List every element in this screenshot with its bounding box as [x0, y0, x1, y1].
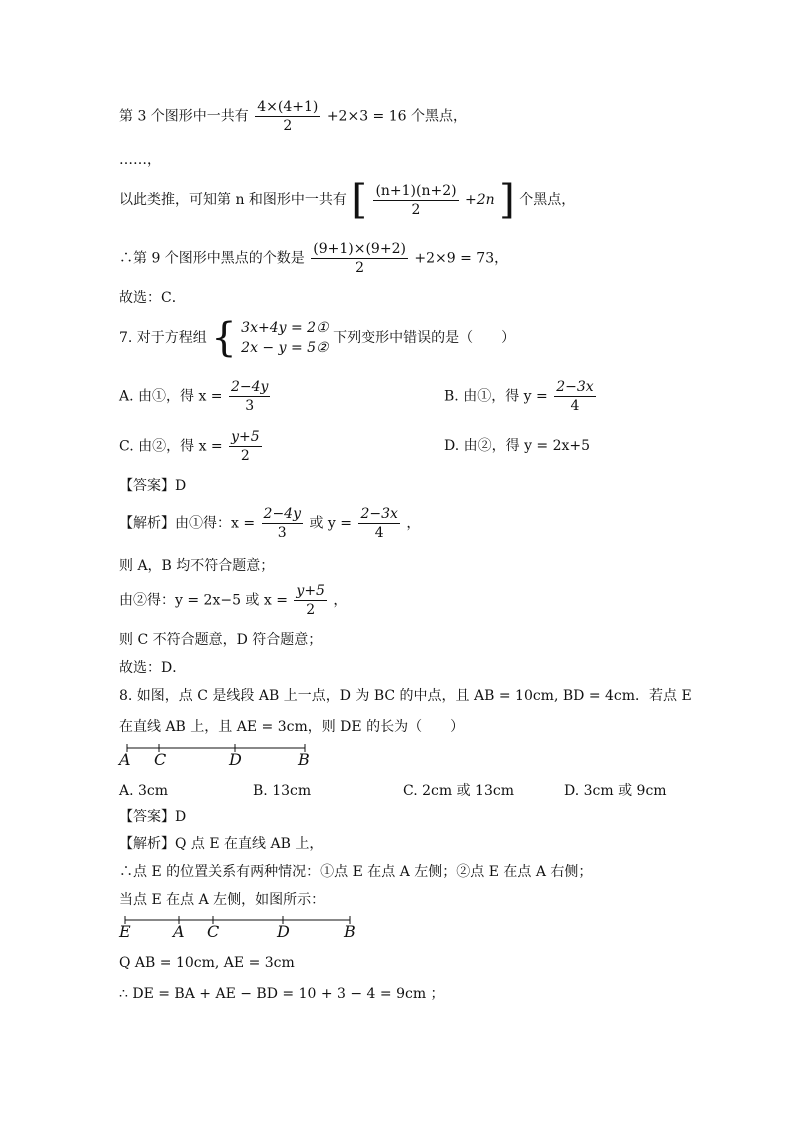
explanation-8-a: 【解析】Q 点 E 在直线 AB 上，	[119, 836, 324, 852]
q7-option-a	[119, 378, 272, 415]
numerator: 2−3x	[360, 506, 398, 522]
segment-figure-2	[119, 914, 359, 926]
text: 个黑点，	[519, 192, 576, 208]
fraction	[255, 98, 320, 135]
label-b: B	[344, 922, 356, 941]
label-c: C	[207, 922, 220, 941]
text: +2n	[465, 192, 495, 208]
explanation-7-a	[119, 505, 420, 542]
explanation-7-d: 则 C 不符合题意，D 符合题意；	[119, 632, 323, 648]
q7-option-d: D. 由②，得 y = 2x+5	[444, 438, 591, 454]
fraction	[262, 505, 303, 542]
fraction	[229, 378, 270, 415]
text: 以此类推，可知第 n 和图形中一共有	[119, 192, 347, 208]
q8-option-d: D. 3cm 或 9cm	[564, 783, 667, 799]
fraction	[294, 582, 327, 619]
q7-option-c	[119, 428, 264, 465]
fraction	[373, 182, 458, 219]
text: 【解析】由①得：x =	[119, 515, 256, 532]
text: 由②得：y = 2x−5 或 x =	[119, 592, 288, 609]
text: +2×3 = 16 个黑点，	[326, 108, 467, 125]
q8-option-b: B. 13cm	[253, 783, 312, 799]
denominator: 2	[283, 118, 293, 134]
fraction	[554, 378, 595, 415]
denominator: 4	[570, 398, 580, 414]
left-bracket: [	[351, 177, 367, 223]
choice-line: 故选：C．	[119, 290, 186, 306]
segment-figure-1	[119, 742, 319, 754]
q8-option-a: A. 3cm	[119, 783, 169, 799]
brace: {	[211, 315, 237, 361]
numerator: y+5	[296, 583, 325, 599]
question-8-b: 在直线 AB 上，且 AE = 3cm，则 DE 的长为（ ）	[119, 719, 465, 735]
q7-option-b	[444, 378, 598, 415]
numerator: 2−3x	[556, 379, 594, 395]
q8-option-c: C. 2cm 或 13cm	[403, 783, 514, 799]
explanation-7-e: 故选：D．	[119, 660, 187, 676]
text: +2×9 = 73，	[414, 250, 509, 267]
answer-7: 【答案】D	[119, 478, 187, 494]
denominator: 2	[306, 602, 316, 618]
explanation-7-c	[119, 582, 347, 619]
text: B. 由①，得 y =	[444, 388, 548, 405]
text: 下列变形中错误的是（ ）	[333, 330, 516, 346]
text: ∴第 9 个图形中黑点的个数是	[119, 250, 305, 267]
numerator: 2−4y	[263, 506, 301, 522]
text: 7. 对于方程组	[119, 330, 207, 346]
label-a: A	[119, 750, 131, 769]
numerator: (9+1)×(9+2)	[313, 241, 406, 257]
explanation-7-b: 则 A，B 均不符合题意；	[119, 558, 275, 574]
explanation-8-c: 当点 E 在点 A 左侧，如图所示：	[119, 892, 326, 908]
label-e: E	[119, 922, 131, 941]
text: 第 3 个图形中一共有	[119, 108, 249, 125]
ellipsis-line: ……，	[119, 152, 161, 168]
numerator: (n+1)(n+2)	[375, 182, 457, 199]
equation-system	[241, 318, 328, 358]
text: ，	[406, 515, 421, 532]
text: C. 由②，得 x =	[119, 438, 223, 455]
right-bracket: ]	[499, 177, 515, 223]
denominator: 2	[355, 260, 365, 276]
solution-line-3	[119, 178, 575, 222]
question-7	[119, 315, 516, 361]
label-d: D	[229, 750, 242, 769]
numerator: 2−4y	[231, 379, 269, 395]
fraction	[229, 428, 262, 465]
equation-2: 2x − y = 5②	[241, 340, 329, 356]
text: ，	[333, 592, 348, 609]
label-d: D	[277, 922, 290, 941]
equation-1: 3x+4y = 2①	[241, 320, 329, 336]
denominator: 3	[277, 525, 287, 541]
explanation-8-e: ∴ DE = BA + AE − BD = 10 + 3 − 4 = 9cm ；	[119, 986, 445, 1002]
explanation-8-d: Q AB = 10cm, AE = 3cm	[119, 955, 295, 971]
label-a: A	[173, 922, 185, 941]
answer-8: 【答案】D	[119, 809, 187, 825]
fraction	[358, 505, 399, 542]
question-8-a: 8. 如图，点 C 是线段 AB 上一点，D 为 BC 的中点，且 AB = 10cm, BD = 4cm．若点 E	[119, 688, 692, 704]
denominator: 2	[240, 448, 250, 464]
label-c: C	[154, 750, 167, 769]
text: A. 由①，得 x =	[119, 388, 223, 405]
label-b: B	[298, 750, 310, 769]
denominator: 3	[245, 398, 255, 414]
text: 或 y =	[309, 515, 352, 532]
explanation-8-b: ∴点 E 的位置关系有两种情况：①点 E 在点 A 左侧；②点 E 在点 A 右侧；	[119, 864, 593, 880]
numerator: 4×(4+1)	[257, 99, 319, 115]
denominator: 2	[411, 201, 421, 218]
solution-line-1	[119, 98, 467, 135]
fraction	[311, 240, 408, 277]
denominator: 4	[374, 525, 384, 541]
numerator: y+5	[231, 429, 260, 445]
solution-line-4	[119, 240, 508, 277]
